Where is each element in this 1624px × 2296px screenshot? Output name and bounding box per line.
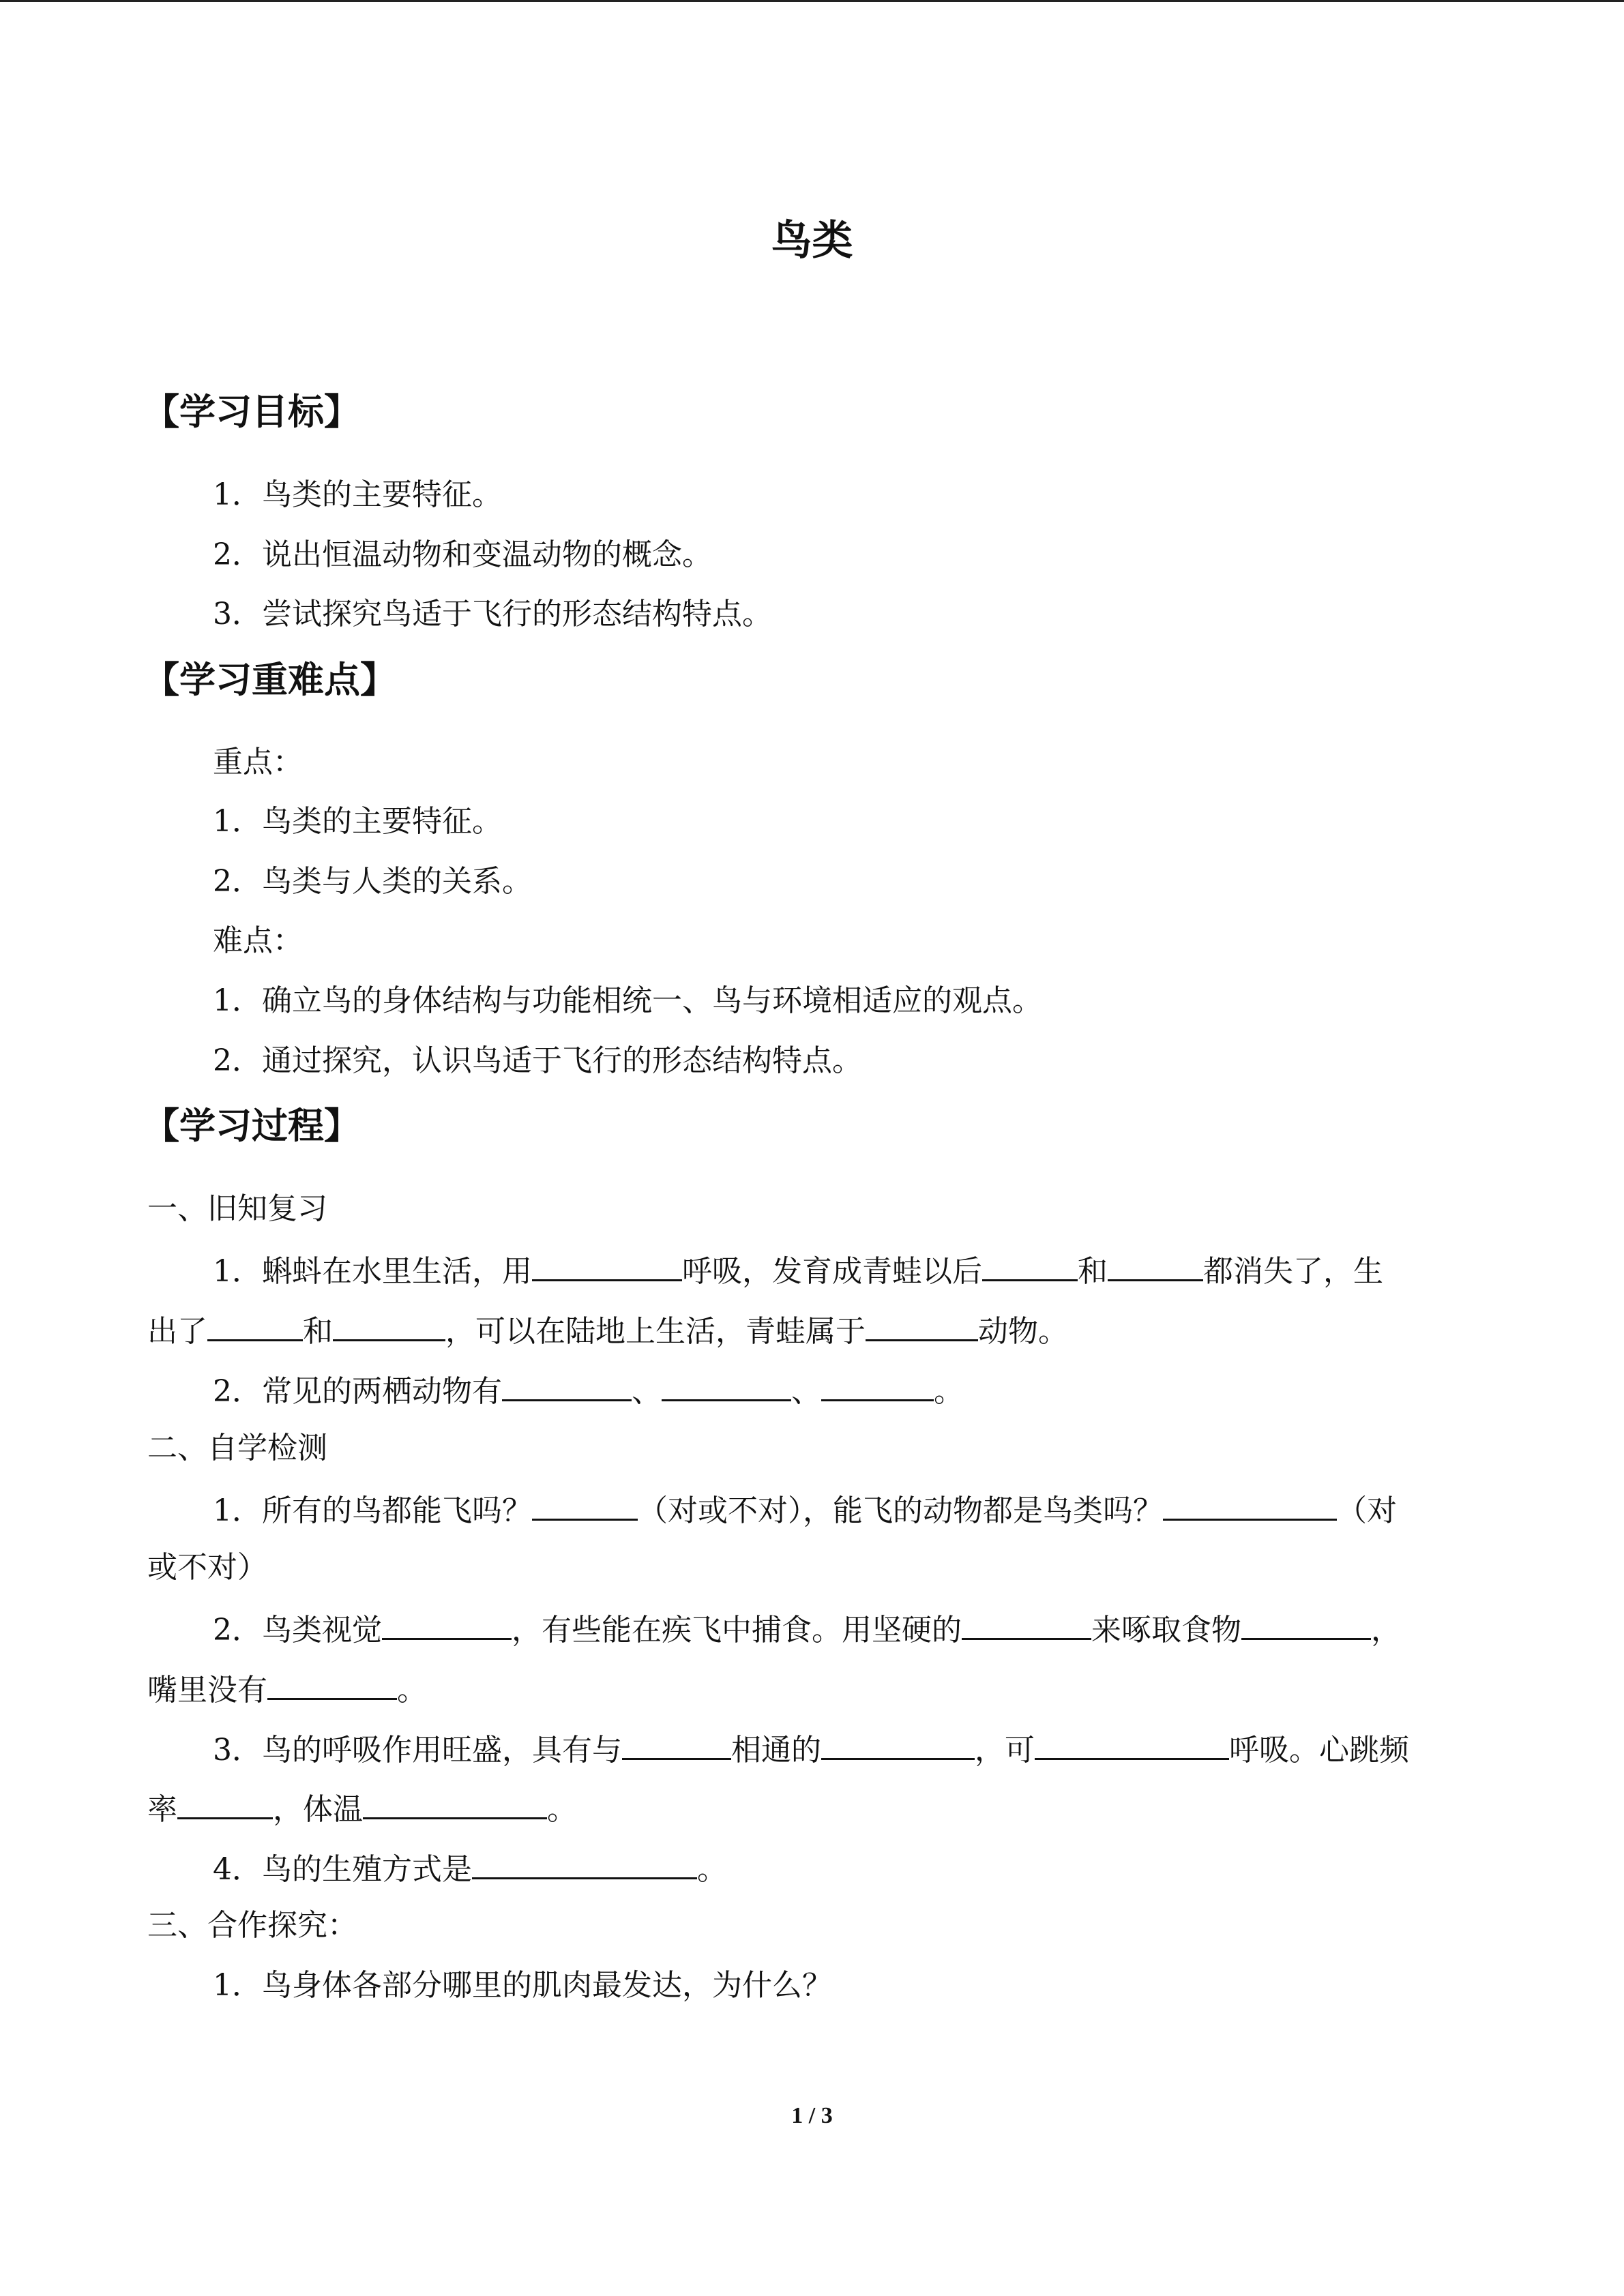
answer-blank[interactable] [962,1607,1091,1640]
selfcheck-question-2: 2．鸟类视觉 ，有些能在疾飞中捕食。用坚硬的 来啄取食物 ， [213,1607,1401,1651]
answer-blank[interactable] [982,1248,1078,1281]
heading-key-difficult-points: 【学习重难点】 [143,659,396,701]
key-item: 1．鸟类的主要特征。 [213,804,502,839]
heading-learning-goals: 【学习目标】 [143,391,360,433]
answer-blank[interactable] [267,1667,397,1700]
selfcheck-question-3-cont: 率 ，体温 。 [147,1786,577,1830]
answer-blank[interactable] [532,1487,638,1521]
answer-blank[interactable] [382,1607,512,1640]
selfcheck-question-3: 3．鸟的呼吸作用旺盛，具有与 相通的 ，可 呼吸。心跳频 [213,1727,1409,1771]
selfcheck-question-1-cont: 或不对） [147,1550,267,1585]
review-question-1: 1．蝌蚪在水里生活，用 呼吸，发育成青蛙以后 和 都消失了，生 [213,1248,1383,1292]
difficult-label: 难点： [213,923,303,958]
answer-blank[interactable] [177,1786,273,1819]
goal-item: 2．说出恒温动物和变温动物的概念。 [213,537,712,572]
key-item: 2．鸟类与人类的关系。 [213,864,532,899]
page-title: 鸟类 [771,217,853,265]
difficult-item: 2．通过探究，认识鸟适于飞行的形态结构特点。 [213,1043,862,1078]
difficult-item: 1．确立鸟的身体结构与功能相统一、鸟与环境相适应的观点。 [213,983,1042,1018]
answer-blank[interactable] [207,1308,303,1341]
answer-blank[interactable] [502,1368,632,1401]
page-number: 1 / 3 [791,2103,833,2128]
top-border [0,0,1624,2]
review-question-2: 2．常见的两栖动物有 、 、 。 [213,1368,964,1412]
answer-blank[interactable] [1108,1248,1203,1281]
answer-blank[interactable] [1035,1727,1229,1760]
answer-blank[interactable] [1241,1607,1371,1640]
answer-blank[interactable] [1163,1487,1337,1521]
selfcheck-question-2-cont: 嘴里没有 。 [147,1667,427,1711]
answer-blank[interactable] [472,1846,697,1879]
answer-blank[interactable] [866,1308,978,1341]
answer-blank[interactable] [532,1248,682,1281]
selfcheck-title: 二、自学检测 [147,1431,327,1465]
review-title: 一、旧知复习 [147,1191,327,1226]
answer-blank[interactable] [821,1727,975,1760]
key-label: 重点： [213,745,303,779]
goal-item: 3．尝试探究鸟适于飞行的形态结构特点。 [213,597,772,631]
answer-blank[interactable] [333,1308,445,1341]
review-question-1-cont: 出了 和 ，可以在陆地上生活，青蛙属于 动物。 [147,1308,1068,1352]
explore-question-1: 1．鸟身体各部分哪里的肌肉最发达，为什么？ [213,1968,832,2003]
answer-blank[interactable] [363,1786,547,1819]
selfcheck-question-4: 4．鸟的生殖方式是 。 [213,1846,727,1890]
selfcheck-question-1: 1．所有的鸟都能飞吗？ （对或不对），能飞的动物都是鸟类吗？ （对 [213,1487,1397,1532]
answer-blank[interactable] [622,1727,731,1760]
answer-blank[interactable] [821,1368,934,1401]
explore-title: 三、合作探究： [147,1908,357,1943]
answer-blank[interactable] [662,1368,791,1401]
goal-item: 1．鸟类的主要特征。 [213,477,502,512]
heading-learning-process: 【学习过程】 [143,1105,360,1147]
